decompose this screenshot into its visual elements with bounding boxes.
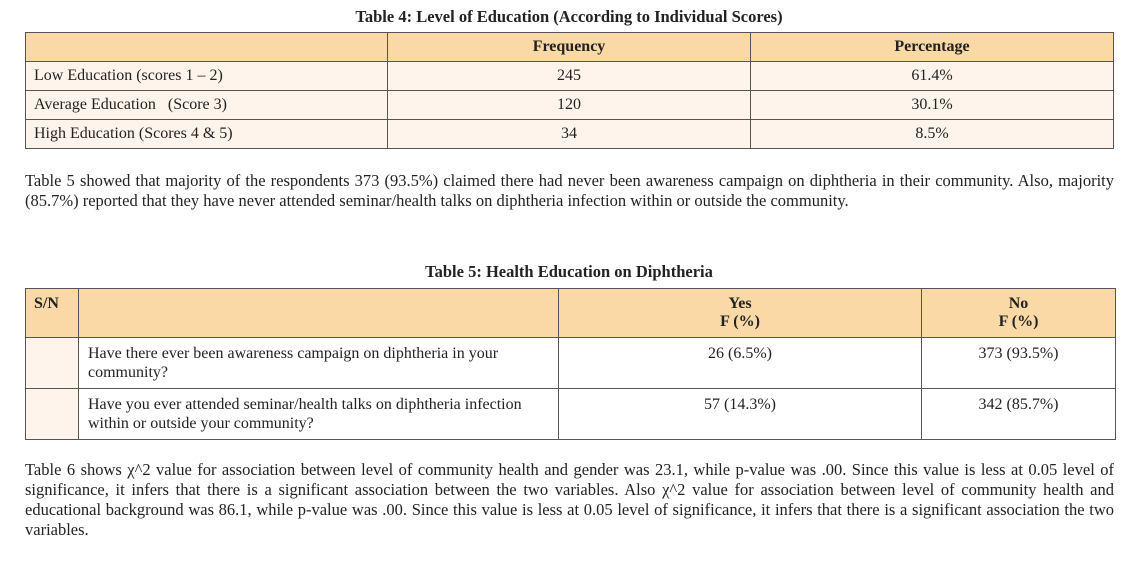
yes-header-unit: F (%) (720, 313, 760, 330)
no-header-unit: F (%) (998, 313, 1039, 330)
row-label: Average Education (Score 3) (26, 91, 388, 120)
yes-header-label: Yes (728, 295, 752, 312)
education-level-table (25, 32, 1114, 149)
question-cell: Have there ever been awareness campaign on diphtheria in your community? (79, 338, 559, 389)
sn-cell (26, 389, 79, 440)
table-header-row (26, 289, 1116, 338)
table-4-caption: Table 4: Level of Education (According to Individual Scores) (355, 7, 783, 26)
no-cell: 342 (85.7%) (922, 389, 1116, 440)
question-cell: Have you ever attended seminar/health talks on diphtheria infection within or outside your community? (79, 389, 559, 440)
table-row (26, 389, 1116, 440)
no-header-label: No (1008, 295, 1029, 312)
no-cell: 373 (93.5%) (922, 338, 1116, 389)
column-header-yes (559, 289, 922, 338)
column-header-percentage: Percentage (751, 33, 1114, 62)
body-paragraph: Table 6 shows χ^2 value for association between level of community health and gender was 23.1, while p-value was .00. Since this value is less at 0.05 level of significance, it infers that there is a significant association between the two variables. Also χ^2 value for association between level of community health and educational background was 86.1, while p-value was .00. Since this value is less at 0.05 level of significance, it infers that there is a significant association the two variables. (25, 460, 1114, 539)
table-header-row (26, 33, 1114, 62)
column-header-question (79, 289, 559, 338)
yes-cell: 26 (6.5%) (559, 338, 922, 389)
health-education-table (25, 288, 1116, 440)
sn-cell (26, 338, 79, 389)
body-paragraph: Table 5 showed that majority of the respondents 373 (93.5%) claimed there had never been awareness campaign on diphtheria in their community. Also, majority (85.7%) reported that they have never attended seminar/health talks on diphtheria infection within or outside the community. (25, 171, 1114, 210)
yes-cell: 57 (14.3%) (559, 389, 922, 440)
percentage-cell: 30.1% (751, 91, 1114, 120)
row-label: Low Education (scores 1 – 2) (26, 62, 388, 91)
column-header-blank (26, 33, 388, 62)
table-row (26, 62, 1114, 91)
percentage-cell: 61.4% (751, 62, 1114, 91)
percentage-cell: 8.5% (751, 120, 1114, 149)
table-5-caption: Table 5: Health Education on Diphtheria (425, 262, 713, 281)
frequency-cell: 245 (388, 62, 751, 91)
table-row (26, 120, 1114, 149)
table-row (26, 338, 1116, 389)
table-row (26, 91, 1114, 120)
column-header-no (922, 289, 1116, 338)
frequency-cell: 120 (388, 91, 751, 120)
row-label: High Education (Scores 4 & 5) (26, 120, 388, 149)
column-header-sn: S/N (26, 289, 79, 338)
frequency-cell: 34 (388, 120, 751, 149)
column-header-frequency: Frequency (388, 33, 751, 62)
